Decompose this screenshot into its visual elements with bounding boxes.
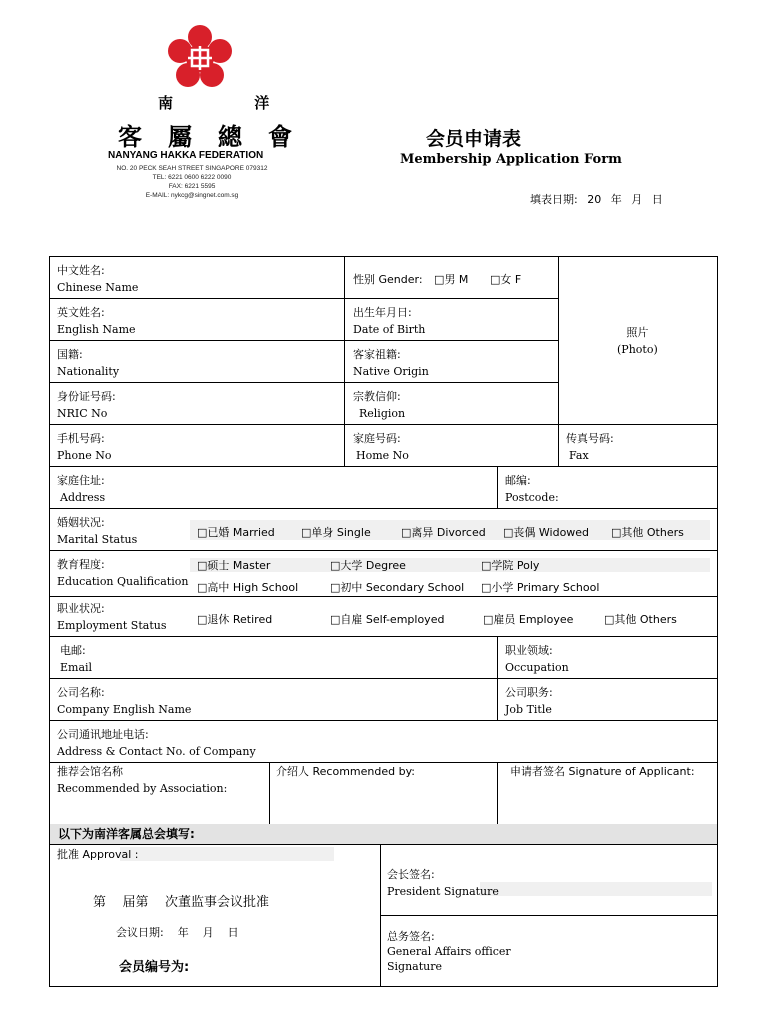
emp-employee-checkbox[interactable]: □雇员 Employee [483, 613, 574, 626]
email-label: 电邮: Email [60, 644, 93, 674]
logo-flower-icon [166, 24, 234, 92]
marital-others-checkbox[interactable]: □其他 Others [611, 526, 684, 539]
native-origin-label: 客家祖籍: Native Origin [353, 348, 429, 378]
occupation-label: 职业领域: Occupation [505, 644, 569, 674]
form-title-en: Membership Application Form [400, 152, 622, 167]
recommender-label: 介绍人 Recommended by: [276, 765, 415, 778]
english-name-label: 英文姓名: English Name [57, 306, 136, 336]
form-title-cn: 会员申请表 [426, 128, 522, 150]
ga-signature-label: 总务签名: General Affairs officer Signature [387, 930, 511, 973]
home-phone-label: 家庭号码: Home No [353, 432, 409, 462]
marital-widowed-checkbox[interactable]: □丧偶 Widowed [503, 526, 590, 539]
edu-master-checkbox[interactable]: □硕士 Master [197, 559, 271, 572]
gender-female-checkbox[interactable]: □女 F [489, 273, 522, 286]
postcode-label: 邮编: Postcode: [505, 474, 559, 504]
edu-highschool-checkbox[interactable]: □高中 High School [197, 581, 299, 594]
board-meeting-approval: 第 届第 次董监事会议批准 [93, 895, 270, 910]
marital-divorced-checkbox[interactable]: □离异 Divorced [401, 526, 486, 539]
fax-label: 传真号码: Fax [566, 432, 614, 462]
address-line: NO. 20 PECK SEAH STREET SINGAPORE 079312 [116, 165, 268, 172]
edu-poly-checkbox[interactable]: □学院 Poly [481, 559, 540, 572]
email-line: E-MAIL: nykcg@singnet.com.sg [145, 192, 239, 199]
gender-field: 性别 Gender: □男 M □女 F [353, 273, 522, 286]
nric-label: 身份证号码: NRIC No [57, 390, 116, 420]
approval-label: 批准 Approval : [57, 848, 139, 861]
president-signature-label: 会长签名: President Signature [387, 868, 499, 898]
fax-line: FAX: 6221 5595 [168, 183, 216, 190]
member-number-label: 会员编号为: [119, 960, 190, 975]
employment-label: 职业状况: Employment Status [57, 602, 167, 632]
meeting-date: 会议日期: 年 月 日 [116, 926, 239, 939]
marital-label: 婚姻状况: Marital Status [57, 516, 138, 546]
gender-male-checkbox[interactable]: □男 M [434, 273, 469, 286]
marital-married-checkbox[interactable]: □已婚 Married [197, 526, 275, 539]
applicant-signature-label: 申请者签名 Signature of Applicant: [510, 765, 695, 778]
edu-primary-checkbox[interactable]: □小学 Primary School [481, 581, 600, 594]
org-address [92, 164, 292, 200]
org-name-en: NANYANG HAKKA FEDERATION [108, 150, 264, 161]
dob-label: 出生年月日: Date of Birth [353, 306, 426, 336]
education-label: 教育程度: Education Qualification [57, 558, 189, 588]
emp-retired-checkbox[interactable]: □退休 Retired [197, 613, 273, 626]
tel-line: TEL: 6221 0600 6222 0090 [152, 174, 232, 181]
emp-others-checkbox[interactable]: □其他 Others [604, 613, 677, 626]
recommended-assoc-label: 推荐会馆名称 Recommended by Association: [57, 765, 228, 795]
company-label: 公司名称: Company English Name [57, 686, 192, 716]
emp-self-employed-checkbox[interactable]: □自雇 Self-employed [330, 613, 445, 626]
chinese-name-label: 中文姓名: Chinese Name [57, 264, 139, 294]
religion-label: 宗教信仰: Religion [353, 390, 406, 420]
org-name-cn: 客屬總會 [118, 122, 318, 151]
org-name-cn-small: 南 洋 [158, 94, 308, 112]
phone-label: 手机号码: Phone No [57, 432, 112, 462]
address-label: 家庭住址: Address [57, 474, 106, 504]
company-address-label: 公司通讯地址电话: Address & Contact No. of Company [57, 728, 256, 758]
office-use-section-header: 以下为南洋客属总会填写: [50, 824, 717, 844]
photo-box[interactable]: 照片 (Photo) [617, 326, 658, 356]
fill-date[interactable]: 填表日期: 20 年 月 日 [530, 193, 663, 206]
marital-single-checkbox[interactable]: □单身 Single [301, 526, 371, 539]
nationality-label: 国籍: Nationality [57, 348, 120, 378]
edu-degree-checkbox[interactable]: □大学 Degree [330, 559, 406, 572]
job-title-label: 公司职务: Job Title [505, 686, 553, 716]
edu-secondary-checkbox[interactable]: □初中 Secondary School [330, 581, 465, 594]
